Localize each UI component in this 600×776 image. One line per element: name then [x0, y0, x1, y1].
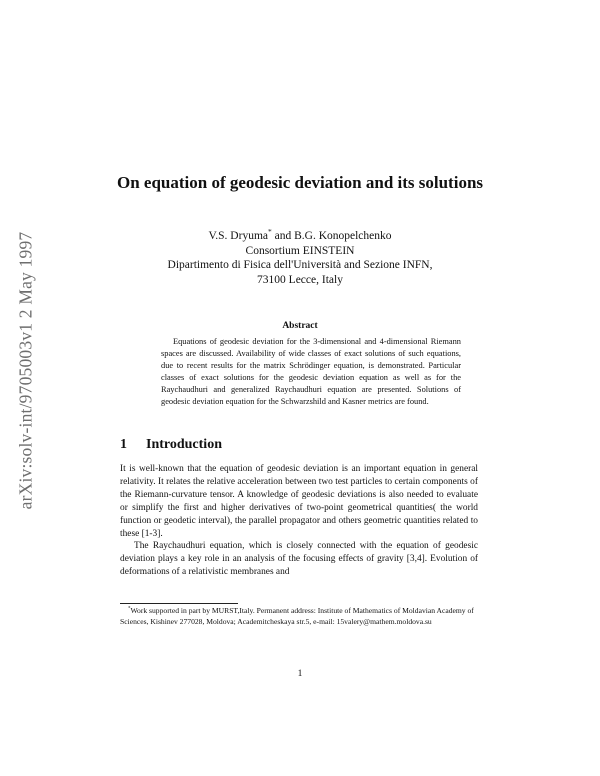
section-heading — [120, 437, 222, 453]
author-first: V.S. Dryuma — [208, 230, 268, 242]
paper-title: On equation of geodesic deviation and its solutions — [116, 173, 484, 192]
page-number: 1 — [297, 669, 303, 679]
paragraph-2: The Raychaudhuri equation, which is closely connected with the equation of geodesic deviation plays a key role in an analysis of the focusing effects of gravity [3,4]. Evolution of deformations of a relativistic membranes and — [120, 541, 478, 578]
author-block — [120, 229, 480, 287]
abstract-text: Equations of geodesic deviation for the 3-dimensional and 4-dimensional Riemann spaces are discussed. Availability of wide classes of exact solutions of such equations, due to recent results for the matrix Schrödinger equation, is demonstrated. Particular classes of exact solutions for the geodesic deviation equation as well as for the Raychaudhuri and generalized Raychaudhuri equation are presented. Solutions of geodesic deviation equation for the Schwarzshild and Kasner metrics are found. — [161, 337, 461, 407]
abstract-heading: Abstract — [282, 321, 318, 331]
author-footnote-mark: * — [268, 227, 272, 237]
arxiv-identifier-text: arXiv:solv-int/9705003v1 2 May 1997 — [15, 231, 36, 509]
section-title: Introduction — [146, 437, 222, 452]
body-text — [120, 463, 478, 579]
author-rest: and B.G. Konopelchenko — [271, 230, 392, 242]
footnote — [120, 606, 478, 627]
footnote-divider — [120, 603, 238, 604]
footnote-mark: * — [128, 606, 131, 612]
author-names — [120, 229, 480, 244]
section-number: 1 — [120, 437, 127, 452]
footnote-text: Work supported in part by MURST,Italy. Permanent address: Institute of Mathematics of Moldavian Academy of Sciences, Kishinev 277028, Moldova; Academitcheskaya str.5, e-mail: 15valery@mathem.moldova.su — [120, 606, 474, 626]
paragraph-1: It is well-known that the equation of geodesic deviation is an important equation in general relativity. It relates the relative acceleration between two test particles to certain components of the Riemann-curvature tensor. A knowledge of geodesic deviations is also needed to evaluate or simplify the first and higher derivatives of two-point geometrical quantities( the world function or geodetic interval), the parallel propagator and others geometric quantities related to these [1-3]. — [120, 464, 478, 539]
affiliation-line-1: Consortium EINSTEIN — [245, 244, 355, 257]
arxiv-identifier-stamp — [6, 200, 46, 540]
affiliation-line-3: 73100 Lecce, Italy — [257, 273, 343, 286]
affiliation-line-2: Dipartimento di Fisica dell'Università and Sezione INFN, — [167, 259, 433, 271]
